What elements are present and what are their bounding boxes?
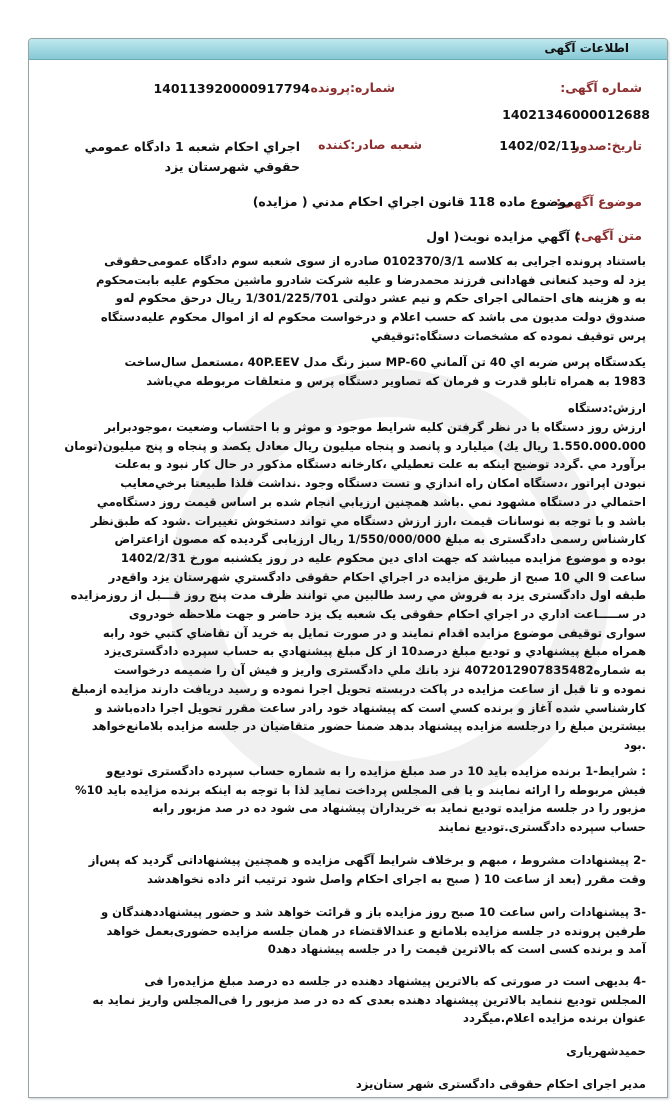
panel-header <box>29 39 667 60</box>
text-line: .بود <box>624 737 646 752</box>
text-line: کارشناس رسمی دادگستری به مبلغ 1/550/000/000 ریال ارزیابی گردیده که مصون ازاعتراض <box>114 532 646 547</box>
text-line: عنوان برنده مزایده اعلام.میگردد <box>463 1011 646 1026</box>
text-line: به و هزینه های احتمالی اجرای حکم و نیم عشر دولتی 1/301/225/701 ریال درحق محکوم له‌و <box>115 291 646 306</box>
branch-label: شعبه صادر:کننده <box>318 137 422 152</box>
text-line: 1983 به همراه تابلو قدرت و فرمان كه تصاوير دستگاه پرس و متعلقات مربوطه مي‌باشد <box>146 373 646 388</box>
text-line: حمیدشهریاری <box>566 1044 646 1058</box>
branch-value-line2: حقوقي شهرستان يزد <box>164 159 300 174</box>
text-title: ) آگهي مزايده نوبت( اول <box>426 229 580 244</box>
text-line: بيشترين مبلغ را درجلسه مزايده پيشنهاد بدهد ضمنا حضور متقاضيان در جلسه مزايده بلامانع‌خواهد <box>91 719 646 734</box>
text-line: المجلس تودیع ننماید بالاترین پیشنهاد دهنده بعدی که ده در صد مزبور را فی‌المجلس واریز نماید به <box>92 992 646 1007</box>
text-line: مزبور را در جلسه مزایده تودیع نماید به خریداران پیشنهاد می شود ده در صد مزبور رابه <box>152 801 646 816</box>
text-line: برآورد مي .گردد توضيح اينكه به علت تعطيلي ،كارخانه دستگاه مذكور در حال كار نبود و به‌علت <box>114 457 646 472</box>
signatory-title <box>356 1075 646 1094</box>
text-line: همراه مبلغ پيشنهادي و توديع مبلغ درصد10 از كل مبلغ پيشنهادي به حساب سپرده دادگستری‌یزد <box>103 644 646 659</box>
device-value-heading <box>568 399 646 418</box>
text-line: 1.550.000.000 ريال يك) ميليارد و پانصد و پنجاه ميليون ريال معادل يكصد و پنجاه و پنج ميليون(تومان <box>64 438 646 453</box>
text-line: مدیر اجرای احکام حقوقی دادگستری شهر ستان‌یزد <box>355 1077 646 1091</box>
subject-label: موضوع آگهی: <box>556 194 642 209</box>
branch-value-line1: اجراي احكام شعبه 1 دادگاه عمومي <box>84 139 300 154</box>
text-line: -4 بدیهی است در صورتی که بالاترین پیشنهاد دهنده در جلسه ده درصد مبلغ مزایده‌را فی <box>144 974 646 988</box>
condition-3 <box>101 903 646 959</box>
text-line: : شرایط-1 برنده مزایده باید 10 در صد مبلغ مزایده را به شماره حساب سپرده دادگستری تودیع‌و <box>106 764 646 778</box>
device-description <box>125 353 646 390</box>
text-line: ارزش روز دستگاه با در نظر گرفتن كليه شرايط موجود و موثر و با احتساب وضعيت ،موجودبرابر <box>104 420 646 434</box>
case-number-value: 140113920000917794 <box>153 81 310 96</box>
text-line: صندوق دولت مدیون می باشد که حسب اعلام و درخواست محکوم له از اموال محکوم علیه‌دستگاه <box>100 310 646 325</box>
text-line: نموده و تا قبل از ساعت مزايده در پاكت دربسته تحويل اجرا نموده و رسيد دريافت دارند مزايده ازمبلغ <box>71 681 646 696</box>
text-line: آمد و برنده کسی است که بالاترین قیمت را در جلسه پیشنهاد دهد0 <box>267 942 646 957</box>
text-line: ارزش:دستگاه <box>568 401 646 415</box>
issue-date-label: تاریخ:صدور <box>572 138 642 153</box>
text-line: ساعت 9 الي 10 صبح از طريق مزايده در اجراي احكام حقوقی دادگستري شهرستان يزد واقع‌در <box>108 569 646 584</box>
issue-date-value: 1402/02/11 <box>499 138 578 153</box>
text-line: يكدستگاه پرس ضربه اي 40 تن آلماني MP-60 سبز رنگ مدل 40P.EEV ،مستعمل سال‌ساخت <box>124 355 646 369</box>
text-line: باشد و با توجه به نوسانات قيمت ،ارز ارزش دستگاه مي تواند دستخوش تغييرات .شود كه طبق‌نظر <box>90 513 646 528</box>
condition-4 <box>92 972 646 1028</box>
condition-2 <box>89 851 646 888</box>
valuation-paragraph <box>64 418 646 755</box>
panel-title: اطلاعات آگهی <box>544 41 629 55</box>
text-line: سواری توقیفی موضوع مزايده اقدام نمايند و در صورت تمايل به خريد آن تقاضاي كتبي خود رابه <box>102 625 646 640</box>
text-line: بوده و موضوع مزایده میباشد که جهت ادای دین محکوم علیه در روز یکشنبه مورخ 1402/2/31 <box>120 550 646 565</box>
text-line: در ســـــاعت اداري در اجراي احكام حقوقی یک شعبه یک یزد حاضر و جهت ملاحظه خودروی <box>128 607 646 622</box>
text-line: وقت مقرر (بعد از ساعت 10 ( صبح به اجرای احکام واصل شود ترتیب اثر داده نخواهدشد <box>146 871 646 886</box>
text-line: یزد له وحید کنعانی فهادانی فرزند محمدرضا و علیه شرکت شادرو ماشین محکوم علیه بابت‌محکوم <box>96 272 646 287</box>
text-line: كارشناسي شده آغاز و برنده كسي است كه پيشنهاد خود رادر ساعت مقرر تحويل اجرا داده‌باشد و <box>95 700 646 715</box>
case-number-label: شماره:پرونده <box>310 80 395 95</box>
text-line: حساب سپرده دادگستری.تودیع نمایند <box>438 820 646 835</box>
text-line: طرفین پرونده در جلسه مزایده بلامانع و عندالاقتضاء در همان جلسه مزایده حضوری‌بعمل خواهد <box>106 923 646 938</box>
text-line: فیش مربوطه را ارائه نمایند و یا فی المجلس پرداخت نماید لذا با توجه به اینکه برنده مزایده باید 10% <box>75 782 646 797</box>
subject-value: موضوع ماده 118 قانون اجراي احكام مدني ( مزايده) <box>252 194 574 209</box>
text-line: نبودن اپراتور ،دستگاه امكان راه اندازي و تست دستگاه وجود .نداشت فلذا طبيعتا برخي‌معايب <box>120 476 646 491</box>
text-label: متن آگهی: <box>576 228 642 243</box>
text-line: پرس توقیف نموده که مشخصات دستگاه:توقیفي <box>371 328 646 343</box>
ad-number-label: شماره آگهی: <box>560 80 642 95</box>
text-line: باستناد پرونده اجرایی به کلاسه 0102370/3/1 صادره از سوی شعبه سوم دادگاه عمومی‌حقوقی <box>104 254 646 268</box>
condition-1 <box>75 762 646 837</box>
text-line: به شماره4072012907835482 نزد بانك ملي دادگستری واريز و فيش آن را ضميمه درخواست <box>113 663 646 678</box>
text-line: -2 پیشنهادات مشروط ، مبهم و برخلاف شرایط آگهی مزایده و همچنین پیشنهاداتی گردید که پس‌از <box>88 853 646 867</box>
text-line: احتمالي در دستگاه مشهود نمي .باشد همچنين ارزيابي انجام شده بر اساس قيمت روز دستگاه‌مي <box>96 494 646 509</box>
ad-number-value: 14021346000012688 <box>502 107 650 122</box>
text-line: -3 پیشنهادات راس ساعت 10 صبح روز مزایده باز و قرائت خواهد شد و حضور پیشنهاددهندگان و <box>100 905 646 919</box>
text-line: طبقه اول دادگستری یزد به فروش مي رسد طالبين مي توانند ظرف مدت پنج روز قـــبل از روزمزايده <box>70 588 646 603</box>
case-paragraph <box>96 252 646 346</box>
signatory-name <box>566 1042 646 1061</box>
